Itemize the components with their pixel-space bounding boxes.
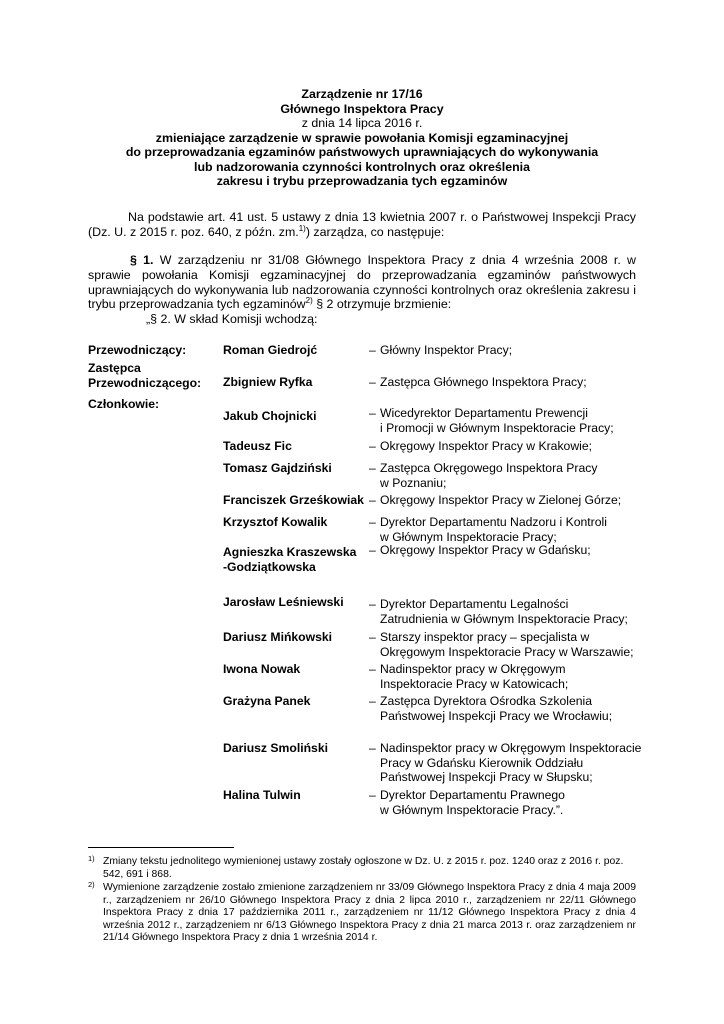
- member-name: Roman Giedrojć: [223, 343, 318, 357]
- footnote-mark: 1): [88, 854, 95, 863]
- member-role-line: Główny Inspektor Pracy;: [380, 343, 513, 357]
- footnote-ref: 2): [305, 296, 313, 306]
- member-role-line: Dyrektor Departamentu Legalności: [380, 597, 569, 611]
- dash: –: [369, 406, 376, 420]
- dash: –: [369, 741, 376, 755]
- member-name: Grażyna Panek: [223, 694, 311, 708]
- member-role-line: Zastępca Okręgowego Inspektora Pracy: [380, 461, 598, 475]
- member-name: Halina Tulwin: [223, 788, 301, 802]
- section-text: W zarządzeniu nr 31/08 Głównego Inspektora Pracy z dnia 4 września 2008 r. w sprawie powołania Komisji egzaminacyjnej do przeprowadzania egzaminów państwowych uprawniających do wykonywania lub nadzorowania czynności kontrolnych oraz określenia zakresu i trybu przeprowadzania tych egzaminów: [88, 253, 636, 312]
- dash: –: [369, 461, 376, 475]
- member-role: [369, 493, 669, 508]
- member-role-line: Nadinspektor pracy w Okręgowym Inspektoracie: [380, 741, 642, 755]
- title-line: Zarządzenie nr 17/16: [301, 87, 423, 101]
- dash: –: [369, 343, 376, 357]
- dash: –: [369, 439, 376, 453]
- member-role-line: Okręgowym Inspektoracie Pracy w Warszawie;: [380, 644, 634, 659]
- member-role-line: Okręgowy Inspektor Pracy w Krakowie;: [380, 439, 593, 453]
- footnote-separator: [88, 847, 234, 848]
- dash: –: [369, 662, 376, 676]
- member-name: Dariusz Smoliński: [223, 741, 328, 755]
- member-name: [223, 545, 356, 574]
- member-role-line: Starszy inspektor pracy – specjalista w: [380, 630, 590, 644]
- member-name: Tadeusz Fic: [223, 439, 292, 453]
- dash: –: [369, 543, 376, 557]
- member-role-line: Inspektoracie Pracy w Katowicach;: [380, 676, 569, 691]
- member-role: [369, 694, 669, 723]
- member-role-line: Dyrektor Departamentu Nadzoru i Kontroli: [380, 515, 607, 529]
- title-line: zakresu i trybu przeprowadzania tych egzaminów: [216, 174, 508, 188]
- member-role: [369, 788, 669, 817]
- member-name-line: -Godziątkowska: [223, 559, 316, 574]
- footnote-2: [88, 882, 636, 945]
- member-role-line: Państwowej Inspekcji Pracy w Słupsku;: [380, 770, 593, 784]
- title-line: do przeprowadzania egzaminów państwowych uprawniających do wykonywania: [125, 145, 599, 159]
- member-role-line: w Głównym Inspektoracie Pracy;: [380, 529, 557, 544]
- dash: –: [369, 788, 376, 802]
- section-text: § 2 otrzymuje brzmienie:: [312, 297, 452, 312]
- footnote-ref: 1): [298, 223, 306, 233]
- document-title: [0, 87, 724, 189]
- member-role-line: Nadinspektor pracy w Okręgowym: [380, 662, 566, 676]
- dash: –: [369, 515, 376, 529]
- section-1: [88, 253, 636, 312]
- member-role-line: Państwowej Inspekcji Pracy we Wrocławiu;: [380, 708, 613, 723]
- member-name: Krzysztof Kowalik: [223, 515, 328, 529]
- preamble-text: Na podstawie art. 41 ust. 5 ustawy z dnia 13 kwietnia 2007 r. o Państwowej Inspekcji Pracy (Dz. U. z 2015 r. poz. 640, z późn. zm.: [88, 210, 636, 239]
- member-name: Zbigniew Ryfka: [223, 375, 313, 389]
- member-role: [369, 662, 669, 691]
- title-line: zmieniające zarządzenie w sprawie powołania Komisji egzaminacyjnej: [155, 130, 569, 145]
- footnote-text: Zmiany tekstu jednolitego wymienionej ustawy zostały ogłoszone w Dz. U. z 2015 r. poz. 1240 oraz z 2016 r. poz. 542, 691 i 868.: [103, 856, 624, 880]
- dash: –: [369, 694, 376, 708]
- member-role: [369, 461, 669, 490]
- member-role: [369, 597, 669, 626]
- member-name: Franciszek Grześkowiak: [223, 493, 364, 507]
- role-members: Członkowie:: [88, 397, 160, 411]
- member-name: Iwona Nowak: [223, 662, 301, 676]
- role-chair: Przewodniczący:: [88, 343, 187, 357]
- member-role: [369, 741, 669, 785]
- member-role-line: w Poznaniu;: [380, 475, 447, 490]
- role-deputy: [88, 361, 201, 390]
- member-role-line: Dyrektor Departamentu Prawnego: [380, 788, 565, 802]
- member-name: Jarosław Leśniewski: [223, 595, 344, 609]
- role-deputy-line: Zastępca: [88, 361, 141, 375]
- member-role-line: Okręgowy Inspektor Pracy w Zielonej Górze;: [380, 493, 622, 507]
- member-role: [369, 439, 669, 454]
- member-role-line: i Promocji w Głównym Inspektoracie Pracy;: [380, 420, 614, 435]
- title-date: z dnia 14 lipca 2016 r.: [301, 116, 423, 130]
- member-role-line: w Głównym Inspektoracie Pracy.”.: [380, 802, 564, 817]
- title-line: lub nadzorowania czynności kontrolnych oraz określenia: [194, 159, 530, 174]
- member-role-line: Zatrudnienia w Głównym Inspektoracie Pracy;: [380, 611, 628, 626]
- member-role: [369, 406, 669, 435]
- member-name-line: Agnieszka Kraszewska: [223, 545, 357, 559]
- dash: –: [369, 630, 376, 644]
- member-role: [369, 630, 669, 659]
- member-role-line: Zastępca Głównego Inspektora Pracy;: [380, 375, 587, 389]
- member-role: [369, 515, 669, 544]
- member-role: [369, 375, 669, 390]
- member-role-line: Pracy w Gdańsku Kierownik Oddziału: [380, 755, 584, 770]
- quote-intro: „§ 2. W skład Komisji wchodzą:: [146, 312, 318, 326]
- member-role-line: Okręgowy Inspektor Pracy w Gdańsku;: [380, 543, 591, 557]
- dash: –: [369, 375, 376, 389]
- member-role: [369, 343, 669, 358]
- footnote-text: Wymienione zarządzenie zostało zmienione zarządzeniem nr 33/09 Głównego Inspektora Pracy z dnia 4 maja 2009 r., zarządzeniem nr 26/10 Głównego Inspektora Pracy z dnia 2 lipca 2010 r., zarządzeniem nr 22/11 Głównego Inspektora Pracy z dnia 17 października 2011 r., zarządzeniem nr 11/12 Głównego Inspektora Pracy z dnia 4 września 2012 r., zarządzeniem nr 6/13 Głównego Inspektora Pracy z dnia 21 marca 2013 r. oraz zarządzeniem nr 21/14 Głównego Inspektora Pracy z dnia 1 września 2014 r.: [103, 882, 636, 944]
- member-name: Dariusz Mińkowski: [223, 630, 333, 644]
- member-role-line: Zastępca Dyrektora Ośrodka Szkolenia: [380, 694, 593, 708]
- preamble: [88, 210, 636, 240]
- title-line: Głównego Inspektora Pracy: [280, 101, 444, 116]
- section-marker: § 1.: [130, 253, 154, 267]
- role-deputy-line: Przewodniczącego:: [88, 375, 202, 390]
- member-name: Tomasz Gajdziński: [223, 461, 332, 475]
- member-name: Jakub Chojnicki: [223, 409, 317, 423]
- preamble-text: ) zarządza, co następuje:: [305, 224, 445, 239]
- member-role: [369, 543, 669, 558]
- dash: –: [369, 493, 376, 507]
- dash: –: [369, 597, 376, 611]
- footnote-mark: 2): [88, 880, 95, 889]
- member-role-line: Wicedyrektor Departamentu Prewencji: [380, 406, 588, 420]
- footnote-1: [88, 856, 636, 881]
